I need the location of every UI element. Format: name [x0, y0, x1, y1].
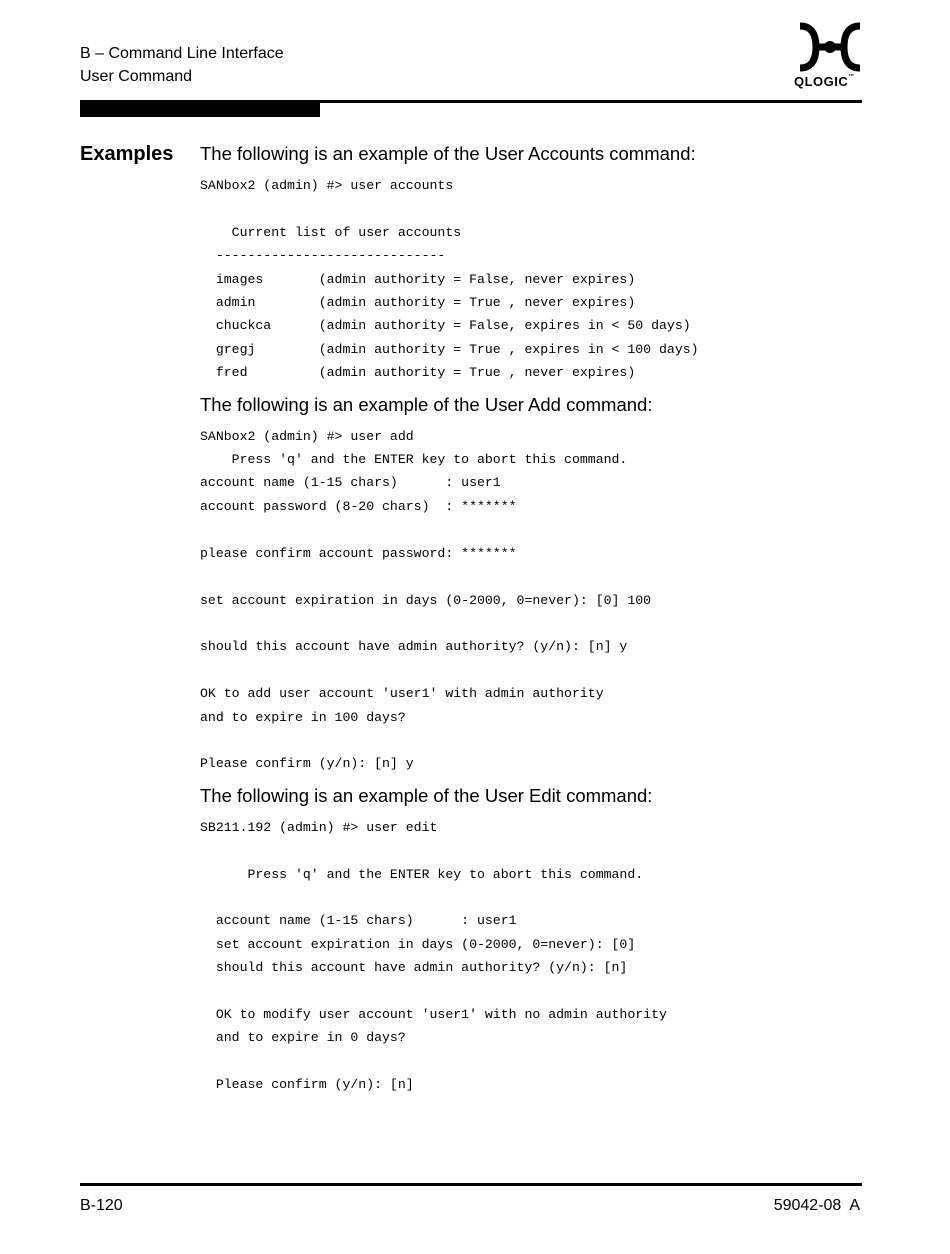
header-section-title: User Command [80, 68, 193, 85]
footer-rule [80, 1183, 862, 1186]
example-intro-user-add: The following is an example of the User Add command: [200, 393, 653, 415]
code-block-user-edit: SB211.192 (admin) #> user edit Press 'q' and the ENTER key to abort this command. account name (1-15 chars) : user1 set account expiration in days (0-2000, 0=never): [0] should this account have admin authority? (y/n): [n] OK to modify user account 'user1' with no admin authority and to expire in 0 days? Please confirm (y/n): [n] [200, 819, 667, 1093]
qlogic-logo-icon [794, 22, 866, 72]
code-block-user-add: SANbox2 (admin) #> user add Press 'q' and the ENTER key to abort this command. account name (1-15 chars) : user1 account password (8-20 chars) : ******* please confirm account password: ******* set account expiration in days (0-2000, 0=never): [0] 100 should this account have admin authority? (y/n): [n] y OK to add user account 'user1' with admin authority and to expire in 100 days? Please confirm (y/n): [n] y [200, 428, 652, 772]
header-chapter-title: B – Command Line Interface [80, 45, 284, 62]
body-content [200, 142, 860, 1097]
qlogic-logo [794, 22, 866, 92]
side-heading-examples: Examples [80, 143, 174, 165]
logo-wordmark-text: QLOGIC [794, 74, 849, 89]
example-intro-user-edit: The following is an example of the User Edit command: [200, 784, 653, 806]
trademark-mark: ™ [848, 74, 855, 80]
document-number: 59042-08 A [773, 1197, 860, 1214]
example-intro-user-accounts: The following is an example of the User Accounts command: [200, 143, 696, 164]
page-number: B-120 [80, 1197, 123, 1214]
logo-wordmark [794, 74, 866, 89]
header-rule-tab [80, 103, 320, 117]
code-block-user-accounts: SANbox2 (admin) #> user accounts Current list of user accounts ----------------------------- images (admin authority = False, never expires) admin (admin authority = True , never expires) chuckca (admin authority = False, expires in < 50 days) gregj (admin authority = True , expires in < 100 days) fred (admin authority = True , never expires) [200, 178, 699, 381]
